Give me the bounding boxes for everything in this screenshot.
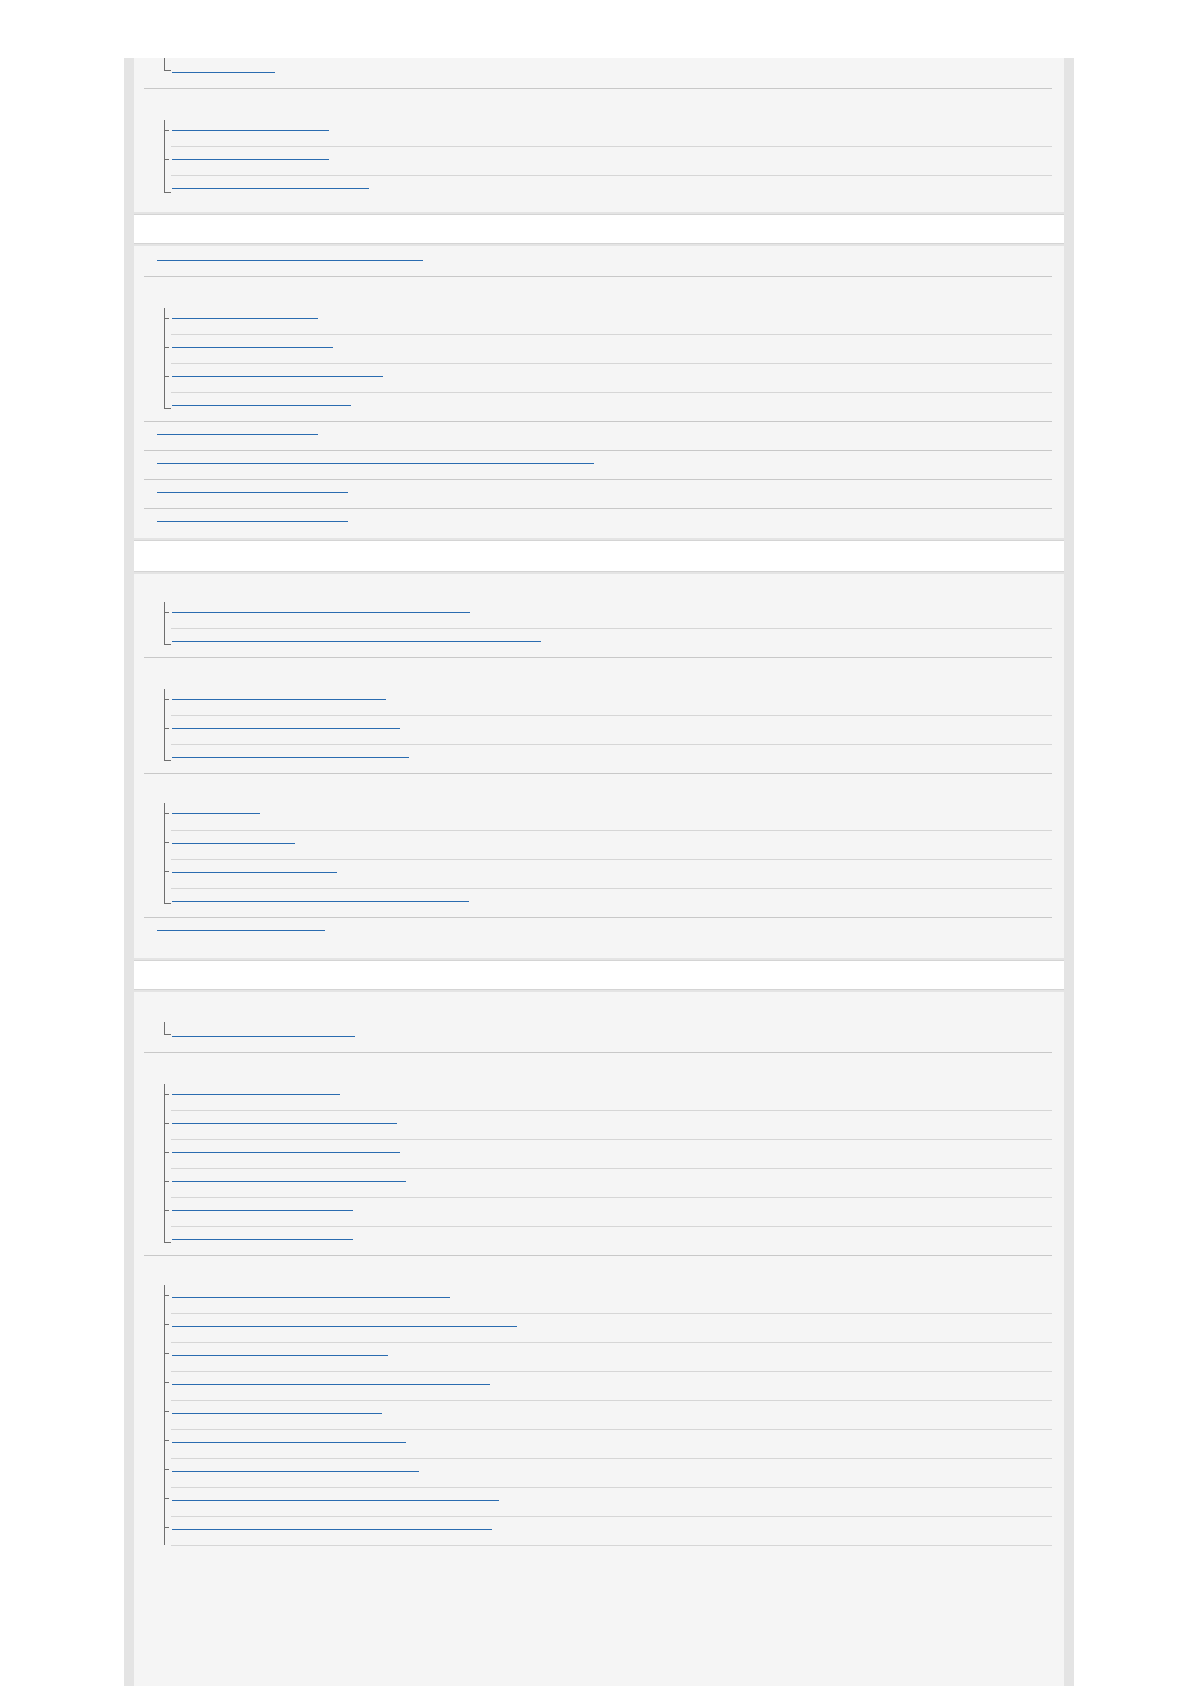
toc-link[interactable] (157, 250, 423, 262)
toc-link[interactable] (172, 1432, 406, 1444)
divider (144, 1052, 1052, 1053)
bracket-tick (164, 1382, 169, 1383)
link-underline (172, 376, 383, 377)
toc-page (124, 58, 1074, 1686)
toc-link[interactable] (157, 453, 594, 465)
toc-link[interactable] (157, 920, 325, 932)
link-underline (157, 492, 348, 493)
toc-link[interactable] (172, 803, 260, 815)
toc-link[interactable] (172, 337, 333, 349)
toc-link[interactable] (172, 1287, 450, 1299)
link-underline (172, 1500, 499, 1501)
link-underline (172, 159, 329, 160)
toc-link[interactable] (172, 1490, 499, 1502)
divider (171, 1545, 1052, 1546)
toc-link[interactable] (172, 1316, 517, 1328)
divider (171, 1342, 1052, 1343)
toc-link[interactable] (172, 833, 295, 845)
divider (171, 392, 1052, 393)
divider (171, 146, 1052, 147)
toc-link[interactable] (172, 1461, 419, 1473)
toc-link[interactable] (172, 308, 318, 320)
toc-link[interactable] (172, 1026, 355, 1038)
toc-link[interactable] (172, 366, 383, 378)
toc-link[interactable] (172, 1403, 382, 1415)
section-header (134, 960, 1064, 990)
toc-link[interactable] (172, 747, 409, 759)
bracket-tick (164, 871, 169, 872)
divider (144, 773, 1052, 774)
divider (171, 1197, 1052, 1198)
divider (171, 1487, 1052, 1488)
toc-link[interactable] (172, 631, 541, 643)
subsection-bracket (164, 803, 171, 904)
divider (171, 1313, 1052, 1314)
divider (171, 1400, 1052, 1401)
toc-link[interactable] (172, 718, 400, 730)
link-underline (172, 1384, 490, 1385)
bracket-tick (164, 130, 169, 131)
link-underline (172, 1326, 517, 1327)
divider (171, 1139, 1052, 1140)
divider (171, 175, 1052, 176)
link-underline (172, 843, 295, 844)
toc-link[interactable] (172, 689, 386, 701)
divider (171, 1226, 1052, 1227)
link-underline (172, 1413, 382, 1414)
bracket-tick (164, 1498, 169, 1499)
divider (144, 1255, 1052, 1256)
toc-link[interactable] (172, 602, 470, 614)
toc-link[interactable] (172, 1229, 353, 1241)
divider (171, 1371, 1052, 1372)
toc-link[interactable] (172, 120, 329, 132)
bracket-tick (164, 699, 169, 700)
subsection-bracket (164, 1084, 171, 1243)
link-underline (157, 260, 423, 261)
bracket-tick (164, 347, 169, 348)
link-underline (172, 130, 329, 131)
divider (171, 888, 1052, 889)
divider (171, 830, 1052, 831)
link-underline (172, 612, 470, 613)
link-underline (172, 1036, 355, 1037)
link-underline (172, 347, 333, 348)
bracket-tick (164, 612, 169, 613)
divider (171, 1429, 1052, 1430)
link-underline (172, 1297, 450, 1298)
link-underline (172, 318, 318, 319)
subsection-bracket (164, 1022, 171, 1035)
section-header (134, 540, 1064, 572)
bracket-tick (164, 1353, 169, 1354)
section-header (134, 214, 1064, 244)
bracket-tick (164, 1295, 169, 1296)
toc-link[interactable] (172, 1171, 406, 1183)
toc-link[interactable] (172, 62, 275, 74)
divider (171, 1110, 1052, 1111)
link-underline (172, 901, 469, 902)
toc-section-panel (134, 246, 1064, 538)
bracket-tick (164, 1411, 169, 1412)
toc-section-panel (134, 574, 1064, 958)
toc-link[interactable] (172, 1142, 400, 1154)
bracket-tick (164, 1440, 169, 1441)
link-underline (172, 188, 369, 189)
link-underline (172, 641, 541, 642)
divider (171, 859, 1052, 860)
toc-link[interactable] (172, 1345, 388, 1357)
bracket-tick (164, 1123, 169, 1124)
link-underline (172, 1152, 400, 1153)
link-underline (172, 405, 351, 406)
toc-section-panel (134, 992, 1064, 1686)
link-underline (172, 1471, 419, 1472)
divider (171, 1516, 1052, 1517)
subsection-bracket (164, 308, 171, 409)
divider (144, 479, 1052, 480)
toc-link[interactable] (172, 178, 369, 190)
toc-link[interactable] (172, 149, 329, 161)
divider (144, 917, 1052, 918)
link-underline (172, 699, 386, 700)
divider (144, 88, 1052, 89)
toc-link[interactable] (157, 424, 318, 436)
bracket-tick (164, 318, 169, 319)
link-underline (172, 1355, 388, 1356)
bracket-tick (164, 1210, 169, 1211)
divider (171, 363, 1052, 364)
toc-link[interactable] (172, 862, 337, 874)
divider (171, 715, 1052, 716)
link-underline (172, 813, 260, 814)
link-underline (172, 1442, 406, 1443)
toc-link[interactable] (172, 1200, 353, 1212)
toc-section-panel (134, 58, 1064, 212)
divider (171, 1168, 1052, 1169)
divider (171, 334, 1052, 335)
bracket-tick (164, 1094, 169, 1095)
toc-link[interactable] (172, 395, 351, 407)
toc-link[interactable] (157, 511, 348, 523)
link-underline (172, 1181, 406, 1182)
link-underline (157, 463, 594, 464)
bracket-tick (164, 1152, 169, 1153)
divider (171, 744, 1052, 745)
toc-link[interactable] (172, 1374, 490, 1386)
toc-link[interactable] (172, 1113, 397, 1125)
bracket-tick (164, 376, 169, 377)
bracket-tick (164, 1181, 169, 1182)
bracket-tick (164, 1469, 169, 1470)
bracket-tick (164, 1527, 169, 1528)
subsection-bracket (164, 602, 171, 645)
link-underline (157, 521, 348, 522)
bracket-tick (164, 159, 169, 160)
toc-link[interactable] (172, 1519, 492, 1531)
divider (144, 421, 1052, 422)
link-underline (172, 872, 337, 873)
link-underline (157, 930, 325, 931)
subsection-bracket (164, 58, 171, 71)
divider (144, 508, 1052, 509)
divider (144, 450, 1052, 451)
bracket-tick (164, 728, 169, 729)
link-underline (172, 1529, 492, 1530)
link-underline (172, 1210, 353, 1211)
bracket-tick (164, 1324, 169, 1325)
link-underline (172, 1123, 397, 1124)
toc-link[interactable] (172, 1084, 340, 1096)
link-underline (172, 72, 275, 73)
link-underline (172, 757, 409, 758)
toc-link[interactable] (157, 482, 348, 494)
bracket-tick (164, 842, 169, 843)
divider (171, 628, 1052, 629)
divider (144, 276, 1052, 277)
link-underline (172, 1094, 340, 1095)
toc-link[interactable] (172, 891, 469, 903)
link-underline (157, 434, 318, 435)
divider (171, 1458, 1052, 1459)
bracket-tick (164, 813, 169, 814)
link-underline (172, 1239, 353, 1240)
divider (144, 657, 1052, 658)
link-underline (172, 728, 400, 729)
